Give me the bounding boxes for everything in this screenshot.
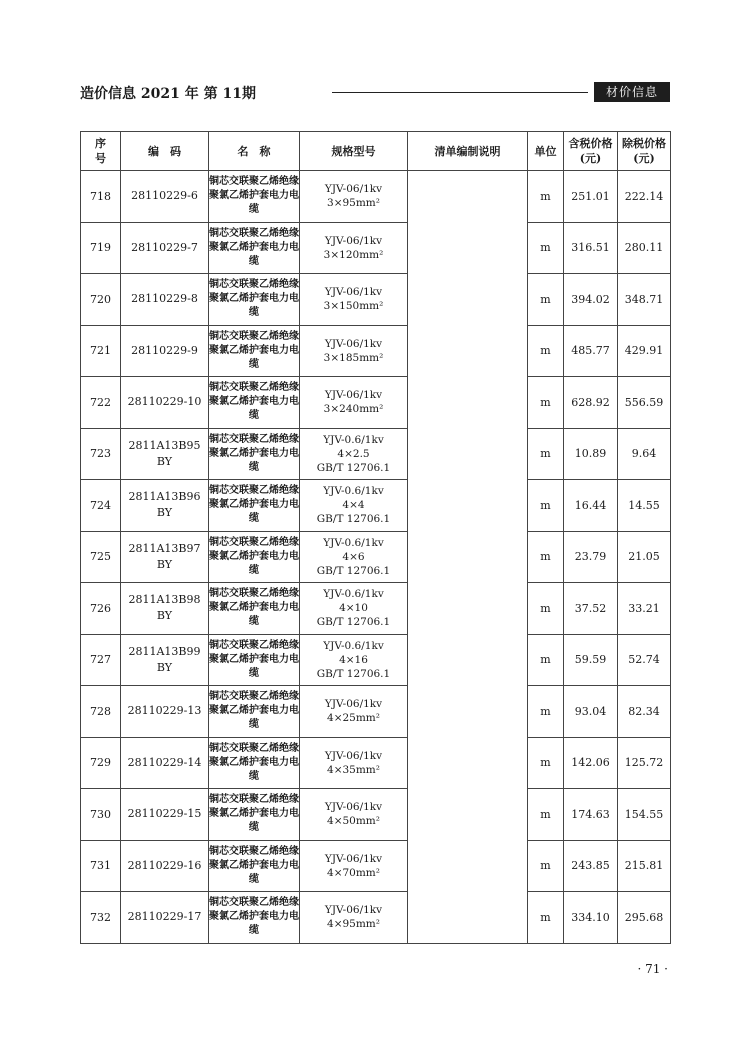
cell-unit: m: [528, 634, 564, 686]
cell-price-net: 9.64: [618, 428, 671, 480]
cell-code: 28110229-6: [121, 171, 209, 223]
cell-code: 28110229-17: [121, 892, 209, 944]
cell-spec: YJV-06/1kv 4×50mm²: [300, 789, 408, 841]
cell-no: 724: [81, 480, 121, 532]
cell-code: 2811A13B96 BY: [121, 480, 209, 532]
cell-price-tax: 243.85: [564, 840, 618, 892]
cell-price-tax: 37.52: [564, 583, 618, 635]
cell-price-net: 82.34: [618, 686, 671, 738]
cell-unit: m: [528, 274, 564, 326]
cell-spec: YJV-06/1kv 3×240mm²: [300, 377, 408, 429]
col-header-price-net: 除税价格(元): [618, 132, 671, 171]
cell-spec: YJV-06/1kv 4×95mm²: [300, 892, 408, 944]
cell-spec: YJV-06/1kv 4×35mm²: [300, 737, 408, 789]
table-header-row: [81, 132, 671, 171]
cell-price-net: 348.71: [618, 274, 671, 326]
cell-name: 铜芯交联聚乙烯绝缘聚氯乙烯护套电力电缆: [209, 686, 300, 738]
table-row: [81, 583, 671, 635]
cell-no: 731: [81, 840, 121, 892]
cell-name: 铜芯交联聚乙烯绝缘聚氯乙烯护套电力电缆: [209, 428, 300, 480]
table-row: [81, 789, 671, 841]
table-row: [81, 686, 671, 738]
cell-code: 28110229-13: [121, 686, 209, 738]
table-row: [81, 325, 671, 377]
cell-code: 2811A13B98 BY: [121, 583, 209, 635]
table-row: [81, 171, 671, 223]
cell-no: 725: [81, 531, 121, 583]
cell-unit: m: [528, 377, 564, 429]
cell-name: 铜芯交联聚乙烯绝缘聚氯乙烯护套电力电缆: [209, 222, 300, 274]
cell-spec: YJV-0.6/1kv 4×2.5 GB/T 12706.1: [300, 428, 408, 480]
cell-no: 729: [81, 737, 121, 789]
price-table: [80, 131, 671, 944]
cell-name: 铜芯交联聚乙烯绝缘聚氯乙烯护套电力电缆: [209, 737, 300, 789]
cell-price-net: 295.68: [618, 892, 671, 944]
cell-code: 28110229-15: [121, 789, 209, 841]
table-row: [81, 274, 671, 326]
cell-price-net: 125.72: [618, 737, 671, 789]
cell-spec: YJV-06/1kv 3×120mm²: [300, 222, 408, 274]
cell-no: 730: [81, 789, 121, 841]
publication-title: 造价信息 2021 年 第 11期: [80, 86, 256, 102]
cell-no: 722: [81, 377, 121, 429]
cell-unit: m: [528, 480, 564, 532]
cell-name: 铜芯交联聚乙烯绝缘聚氯乙烯护套电力电缆: [209, 531, 300, 583]
cell-code: 28110229-14: [121, 737, 209, 789]
cell-name: 铜芯交联聚乙烯绝缘聚氯乙烯护套电力电缆: [209, 583, 300, 635]
cell-price-tax: 334.10: [564, 892, 618, 944]
cell-price-net: 215.81: [618, 840, 671, 892]
cell-no: 718: [81, 171, 121, 223]
cell-no: 719: [81, 222, 121, 274]
cell-price-net: 222.14: [618, 171, 671, 223]
cell-spec: YJV-0.6/1kv 4×6 GB/T 12706.1: [300, 531, 408, 583]
cell-price-tax: 251.01: [564, 171, 618, 223]
cell-code: 2811A13B95 BY: [121, 428, 209, 480]
table-row: [81, 480, 671, 532]
cell-name: 铜芯交联聚乙烯绝缘聚氯乙烯护套电力电缆: [209, 377, 300, 429]
cell-unit: m: [528, 840, 564, 892]
cell-unit: m: [528, 686, 564, 738]
cell-price-tax: 174.63: [564, 789, 618, 841]
header-rule: [332, 92, 588, 93]
cell-price-tax: 628.92: [564, 377, 618, 429]
cell-name: 铜芯交联聚乙烯绝缘聚氯乙烯护套电力电缆: [209, 480, 300, 532]
cell-name: 铜芯交联聚乙烯绝缘聚氯乙烯护套电力电缆: [209, 325, 300, 377]
cell-no: 720: [81, 274, 121, 326]
cell-name: 铜芯交联聚乙烯绝缘聚氯乙烯护套电力电缆: [209, 840, 300, 892]
col-header-name: 名 称: [209, 132, 300, 171]
cell-price-net: 52.74: [618, 634, 671, 686]
col-header-code: 编 码: [121, 132, 209, 171]
cell-unit: m: [528, 789, 564, 841]
cell-name: 铜芯交联聚乙烯绝缘聚氯乙烯护套电力电缆: [209, 634, 300, 686]
col-header-spec: 规格型号: [300, 132, 408, 171]
col-header-unit: 单位: [528, 132, 564, 171]
cell-no: 732: [81, 892, 121, 944]
table-row: [81, 737, 671, 789]
cell-code: 28110229-8: [121, 274, 209, 326]
cell-spec: YJV-0.6/1kv 4×4 GB/T 12706.1: [300, 480, 408, 532]
col-header-no: 序号: [81, 132, 121, 171]
cell-code: 2811A13B99 BY: [121, 634, 209, 686]
cell-price-net: 154.55: [618, 789, 671, 841]
cell-unit: m: [528, 171, 564, 223]
table-row: [81, 222, 671, 274]
table-row: [81, 840, 671, 892]
cell-unit: m: [528, 583, 564, 635]
cell-no: 721: [81, 325, 121, 377]
cell-price-tax: 16.44: [564, 480, 618, 532]
col-header-price-tax: 含税价格(元): [564, 132, 618, 171]
table-row: [81, 377, 671, 429]
cell-spec: YJV-0.6/1kv 4×16 GB/T 12706.1: [300, 634, 408, 686]
cell-no: 723: [81, 428, 121, 480]
cell-code: 28110229-9: [121, 325, 209, 377]
cell-name: 铜芯交联聚乙烯绝缘聚氯乙烯护套电力电缆: [209, 171, 300, 223]
cell-price-tax: 394.02: [564, 274, 618, 326]
page-header: [80, 82, 670, 104]
table-row: [81, 634, 671, 686]
section-badge: 材价信息: [594, 82, 670, 102]
cell-price-net: 33.21: [618, 583, 671, 635]
cell-unit: m: [528, 325, 564, 377]
cell-name: 铜芯交联聚乙烯绝缘聚氯乙烯护套电力电缆: [209, 892, 300, 944]
cell-price-tax: 142.06: [564, 737, 618, 789]
cell-spec: YJV-0.6/1kv 4×10 GB/T 12706.1: [300, 583, 408, 635]
table-row: [81, 428, 671, 480]
cell-price-net: 429.91: [618, 325, 671, 377]
page-number: · 71 ·: [637, 962, 668, 976]
cell-price-tax: 59.59: [564, 634, 618, 686]
cell-price-tax: 93.04: [564, 686, 618, 738]
cell-spec: YJV-06/1kv 3×185mm²: [300, 325, 408, 377]
cell-no: 726: [81, 583, 121, 635]
cell-price-net: 14.55: [618, 480, 671, 532]
cell-price-tax: 485.77: [564, 325, 618, 377]
col-header-note: 清单编制说明: [408, 132, 528, 171]
table-body: [81, 171, 671, 944]
cell-unit: m: [528, 428, 564, 480]
cell-code: 28110229-7: [121, 222, 209, 274]
cell-spec: YJV-06/1kv 3×150mm²: [300, 274, 408, 326]
cell-name: 铜芯交联聚乙烯绝缘聚氯乙烯护套电力电缆: [209, 274, 300, 326]
cell-spec: YJV-06/1kv 4×25mm²: [300, 686, 408, 738]
cell-price-net: 556.59: [618, 377, 671, 429]
cell-note: [408, 171, 528, 944]
cell-spec: YJV-06/1kv 4×70mm²: [300, 840, 408, 892]
cell-name: 铜芯交联聚乙烯绝缘聚氯乙烯护套电力电缆: [209, 789, 300, 841]
cell-code: 28110229-10: [121, 377, 209, 429]
cell-no: 727: [81, 634, 121, 686]
cell-unit: m: [528, 737, 564, 789]
cell-no: 728: [81, 686, 121, 738]
table-row: [81, 531, 671, 583]
cell-code: 28110229-16: [121, 840, 209, 892]
cell-code: 2811A13B97 BY: [121, 531, 209, 583]
cell-price-tax: 316.51: [564, 222, 618, 274]
cell-unit: m: [528, 531, 564, 583]
cell-price-net: 21.05: [618, 531, 671, 583]
cell-unit: m: [528, 222, 564, 274]
cell-spec: YJV-06/1kv 3×95mm²: [300, 171, 408, 223]
cell-price-net: 280.11: [618, 222, 671, 274]
cell-unit: m: [528, 892, 564, 944]
table-row: [81, 892, 671, 944]
cell-price-tax: 10.89: [564, 428, 618, 480]
cell-price-tax: 23.79: [564, 531, 618, 583]
